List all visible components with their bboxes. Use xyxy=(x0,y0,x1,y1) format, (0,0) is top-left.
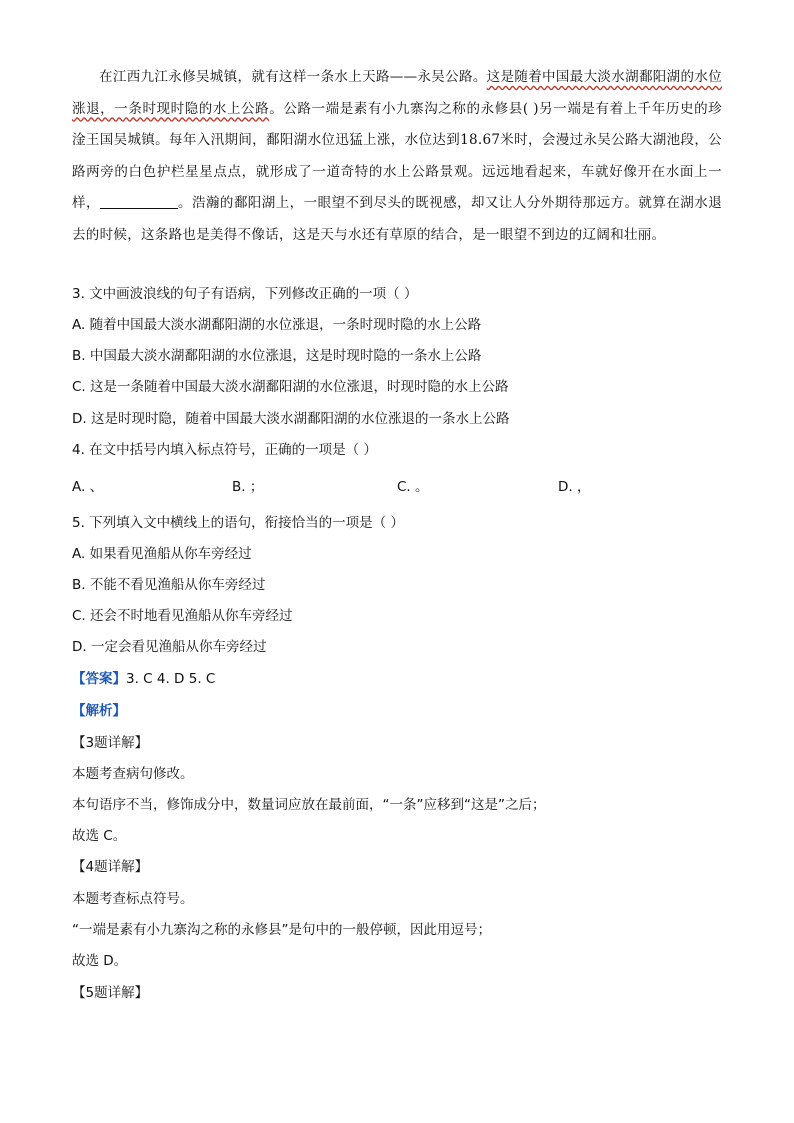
q5-stem: 5. 下列填入文中横线上的语句，衔接恰当的一项是（ ） xyxy=(72,515,404,531)
q5-option-b: B. 不能不看见渔船从你车旁经过 xyxy=(72,577,266,593)
q3-detail-heading: 【3题详解】 xyxy=(72,735,149,751)
q4-detail-line-3: 故选 D。 xyxy=(72,953,128,969)
q3-option-a: A. 随着中国最大淡水湖鄱阳湖的水位涨退，一条时现时隐的水上公路 xyxy=(72,317,482,333)
q3-stem: 3. 文中画波浪线的句子有语病，下列修改正确的一项（ ） xyxy=(72,286,418,302)
fill-in-blank xyxy=(100,194,178,209)
q3-option-b: B. 中国最大淡水湖鄱阳湖的水位涨退，这是时现时隐的一条水上公路 xyxy=(72,348,482,364)
passage-text-end: 。浩瀚的鄱阳湖上，一眼望不到尽头的既视感，却又让人分外期待那远方。就算在湖水退去的时候，这条路也是美得不像话，这是天与水还有草原的结合，是一眼望不到边的辽阔和壮丽。 xyxy=(72,195,722,243)
analysis-label xyxy=(72,701,126,721)
q3-option-c: C. 这是一条随着中国最大淡水湖鄱阳湖的水位涨退，时现时隐的水上公路 xyxy=(72,379,509,395)
passage-text-middle: 。公路一端是素有小九寨沟之称的永修县( )另一端是有着上千年历史的珍淦王国吴城镇。每年入汛期间，鄱阳湖水位迅猛上涨，水位达到18.67米时，会漫过永吴公路大湖池段，公路两旁的白色护栏星星点点，就形成了一道奇特的水上公路景观。远远地看起来，车就好像开在水面上一样， xyxy=(72,100,723,211)
q4-stem: 4. 在文中括号内填入标点符号，正确的一项是（ ） xyxy=(72,442,377,458)
q4-detail-line-2: “一端是素有小九寨沟之称的永修县”是句中的一般停顿，因此用逗号； xyxy=(72,922,491,938)
analysis-heading: 【解析】 xyxy=(72,703,126,719)
q4-option-c: C. 。 xyxy=(397,479,429,495)
answer-values: 3. C 4. D 5. C xyxy=(126,671,216,687)
q4-detail-line-1: 本题考查标点符号。 xyxy=(72,891,194,907)
reading-passage xyxy=(72,62,722,251)
q3-detail-line-2: 本句语序不当，修饰成分中，数量词应放在最前面，“一条”应移到“这是”之后； xyxy=(72,797,546,813)
q5-detail-heading: 【5题详解】 xyxy=(72,985,149,1001)
q3-detail-line-1: 本题考查病句修改。 xyxy=(72,766,194,782)
q5-option-d: D. 一定会看见渔船从你车旁经过 xyxy=(72,639,267,655)
q4-option-d: D. ， xyxy=(558,479,591,495)
answer-line xyxy=(72,669,215,689)
q4-option-b: B. ； xyxy=(232,479,264,495)
answer-label: 【答案】 xyxy=(72,671,126,687)
wavy-underlined-sentence: 这是随着中国最大淡水湖鄱阳湖的水位涨退，一条时现时隐的水上公路 xyxy=(72,69,722,117)
q3-option-d: D. 这是时现时隐，随着中国最大淡水湖鄱阳湖的水位涨退的一条水上公路 xyxy=(72,411,510,427)
q5-option-c: C. 还会不时地看见渔船从你车旁经过 xyxy=(72,608,293,624)
q3-detail-line-3: 故选 C。 xyxy=(72,828,127,844)
q4-detail-heading: 【4题详解】 xyxy=(72,859,149,875)
passage-text-start: 在江西九江永修吴城镇，就有这样一条水上天路——永吴公路。 xyxy=(99,69,487,85)
q5-option-a: A. 如果看见渔船从你车旁经过 xyxy=(72,546,252,562)
q4-option-a: A. 、 xyxy=(72,479,104,495)
